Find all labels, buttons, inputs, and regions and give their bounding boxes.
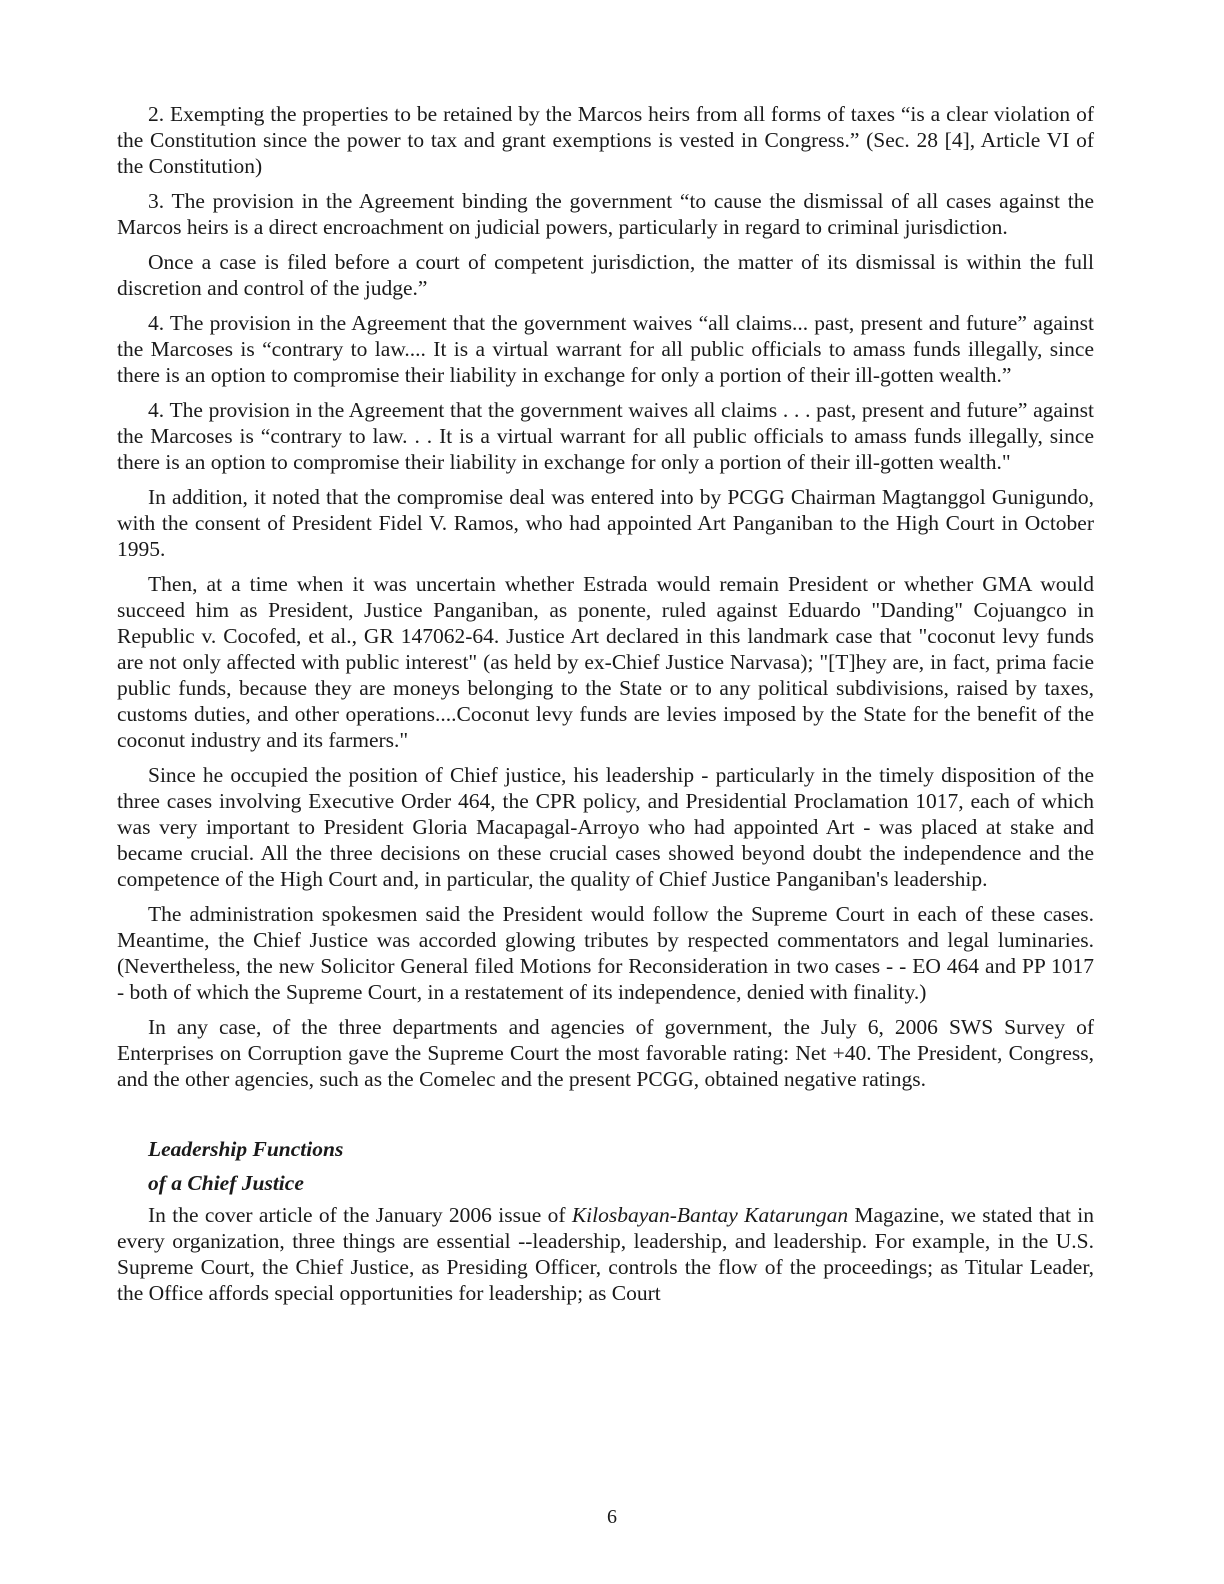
paragraph-administration-spokesmen: The administration spokesmen said the President would follow the Supreme Court in each of these cases. Meantime, the Chief Justice was accorded glowing tributes by respected commentators and legal luminaries. (Nevertheless, the new Solicitor General filed Motions for Reconsideration in two cases - - EO 464 and PP 1017 - both of which the Supreme Court, in a restatement of its independence, denied with finality.): [117, 902, 1094, 1004]
paragraph-dismissal-of-cases: 3. The provision in the Agreement binding the government “to cause the dismissal of all cases against the Marcos heirs is a direct encroachment on judicial powers, particularly in regard to criminal jurisdiction.: [117, 189, 1094, 239]
paragraph-court-discretion: Once a case is filed before a court of competent jurisdiction, the matter of its dismissal is within the full discretion and control of the judge.”: [117, 250, 1094, 300]
document-page: [117, 101, 1094, 1315]
paragraph-compromise-deal: In addition, it noted that the compromise deal was entered into by PCGG Chairman Magtanggol Gunigundo, with the consent of President Fidel V. Ramos, who had appointed Art Panganiban to the High Court in October 1995.: [117, 485, 1094, 561]
section-heading: [117, 1132, 1094, 1200]
cover-article-text-before: In the cover article of the January 2006 issue of: [148, 1203, 572, 1227]
paragraph-cover-article: [117, 1202, 1094, 1306]
paragraph-waiver-of-claims-repeat: 4. The provision in the Agreement that the government waives all claims . . . past, present and future” against the Marcoses is “contrary to law. . . It is a virtual warrant for all public officials to amass funds illegally, since there is an option to compromise their liability in exchange for only a portion of their ill-gotten wealth.": [117, 398, 1094, 474]
paragraph-chief-justice-leadership: Since he occupied the position of Chief justice, his leadership - particularly in the timely disposition of the three cases involving Executive Order 464, the CPR policy, and Presidential Proclamation 1017, each of which was very important to President Gloria Macapagal-Arroyo who had appointed Art - was placed at stake and became crucial. All the three decisions on these crucial cases showed beyond doubt the independence and the competence of the High Court and, in particular, the quality of Chief Justice Panganiban's leadership.: [117, 763, 1094, 891]
paragraph-exempting-taxes: 2. Exempting the properties to be retained by the Marcos heirs from all forms of taxes “is a clear violation of the Constitution since the power to tax and grant exemptions is vested in Congress.” (Sec. 28 [4], Article VI of the Constitution): [117, 102, 1094, 178]
paragraph-cocofed-ruling: Then, at a time when it was uncertain whether Estrada would remain President or whether GMA would succeed him as President, Justice Panganiban, as ponente, ruled against Eduardo "Danding" Cojuangco in Republic v. Cocofed, et al., GR 147062-64. Justice Art declared in this landmark case that "coconut levy funds are not only affected with public interest" (as held by ex-Chief Justice Narvasa); "[T]hey are, in fact, prima facie public funds, because they are moneys belonging to the State or to any political subdivisions, raised by taxes, customs duties, and other operations....Coconut levy funds are levies imposed by the State for the benefit of the coconut industry and its farmers.": [117, 572, 1094, 752]
section-heading-line-2: of a Chief Justice: [148, 1171, 304, 1195]
cover-article-text-after: Magazine, we stated that in every organization, three things are essential --leadership, leadership, and leadership. For example, in the U.S. Supreme Court, the Chief Justice, as Presiding Officer, controls the flow of the proceedings; as Titular Leader, the Office affords special opportunities for leadership; as Court: [117, 1203, 1095, 1305]
paragraph-waiver-of-claims: 4. The provision in the Agreement that the government waives “all claims... past, present and future” against the Marcoses is “contrary to law.... It is a virtual warrant for all public officials to amass funds illegally, since there is an option to compromise their liability in exchange for only a portion of their ill-gotten wealth.”: [117, 311, 1094, 387]
paragraph-sws-survey: In any case, of the three departments and agencies of government, the July 6, 2006 SWS Survey of Enterprises on Corruption gave the Supreme Court the most favorable rating: Net +40. The President, Congress, and the other agencies, such as the Comelec and the present PCGG, obtained negative ratings.: [117, 1015, 1094, 1091]
page-number: 6: [607, 1506, 617, 1528]
magazine-title: Kilosbayan-Bantay Katarungan: [571, 1203, 849, 1227]
section-heading-line-1: Leadership Functions: [148, 1137, 344, 1161]
